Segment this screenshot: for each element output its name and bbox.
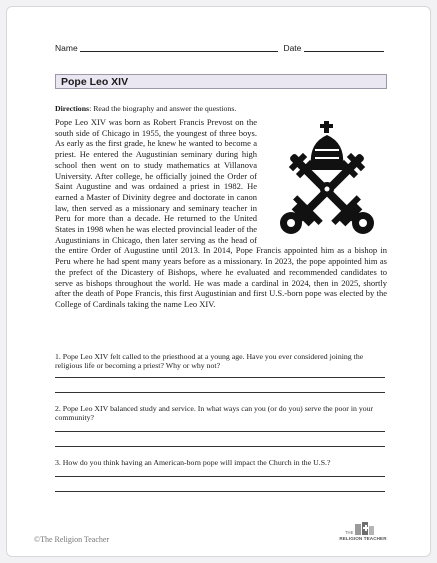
logo-top-text: THE — [345, 530, 354, 535]
question-3: 3. How do you think having an American-born pope will impact the Church in the U.S.? — [55, 458, 331, 467]
papal-keys-tiara-icon — [263, 119, 391, 237]
name-date-line — [55, 43, 384, 53]
directions-text: : Read the biography and answer the questions. — [89, 104, 237, 113]
logo-book-icon — [335, 521, 391, 537]
page-title: Pope Leo XIV — [61, 76, 129, 88]
biography-text: Pope Leo XIV was born as Robert Francis Prevost on the south side of Chicago in 1955, the youngest of three boys. As early as the first grade, he knew he wanted to become a priest. He entered the Augustinian seminary during high school then went on to study mathematics at Villanova University. After college, he officially joined the Order of Saint Augustine and was ordained a priest in 1982. He earned a Master of Divinity degree and doctorate in canon law, then served as a missionary and seminary teacher in Peru for more than a decade. He returned to the United States in 1998 when he was elected provincial leader of the Augustinians in Chicago, then later serving as the head of the entire Order of Augustine until 2013. In 2014, Pope Francis appointed him as a bishop in Peru where he had spent many years before as a missionary. In 2023, the pope appointed him as the prefect of the Dicastery of Bishops, where he evaluated and recommended candidates to serve as bishops throughout the world. He was made a cardinal in 2024, then in 2025, shortly after the death of Pope Francis, this first Augustinian and first U.S.-born pope was elected by the College of Cardinals taking the name Leo XIV. — [55, 117, 387, 309]
name-label: Name — [55, 43, 78, 53]
answer-line[interactable] — [55, 491, 385, 492]
question-1: 1. Pope Leo XIV felt called to the priesthood at a young age. Have you ever considered joining the religious life or becoming a priest? Why or why not? — [55, 352, 364, 371]
answer-line[interactable] — [55, 431, 385, 432]
date-field[interactable] — [304, 51, 384, 52]
answer-line[interactable] — [55, 377, 385, 378]
logo-text: RELIGION TEACHER — [339, 536, 387, 541]
question-2: 2. Pope Leo XIV balanced study and service. In what ways can you (or do you) serve the poor in your community? — [55, 404, 374, 423]
directions-label: Directions — [55, 104, 90, 113]
title-bar — [55, 74, 387, 89]
name-field[interactable] — [80, 51, 278, 52]
religion-teacher-logo — [335, 521, 391, 545]
answer-line[interactable] — [55, 476, 385, 477]
answer-line[interactable] — [55, 446, 385, 447]
answer-line[interactable] — [55, 392, 385, 393]
worksheet-page — [6, 6, 431, 557]
footer-copyright: ©The Religion Teacher — [34, 535, 110, 544]
biography-section — [55, 117, 387, 310]
directions — [55, 104, 236, 113]
date-label: Date — [283, 43, 302, 53]
